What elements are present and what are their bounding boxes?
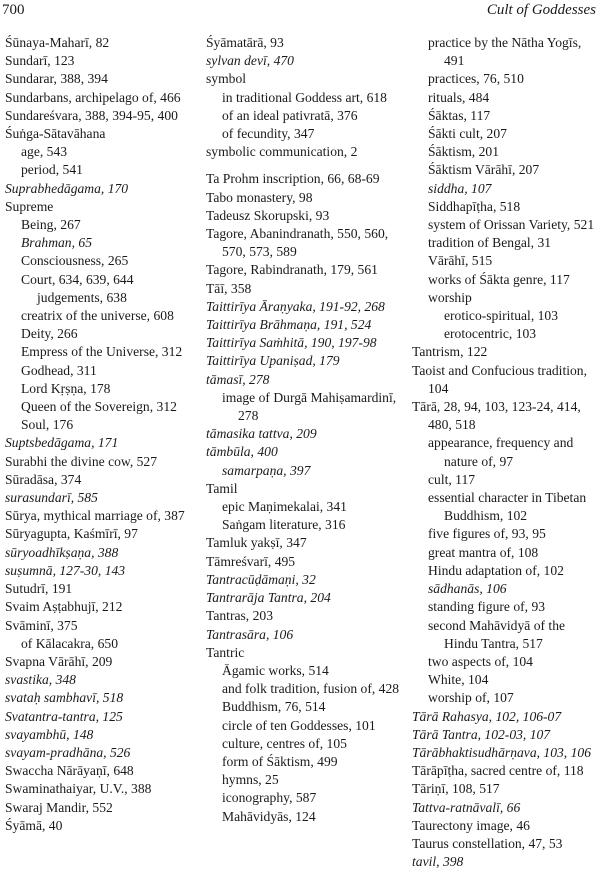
index-subentry: form of Śāktism, 499	[222, 753, 338, 769]
index-entry: Tāriṇī, 108, 517	[412, 781, 500, 797]
index-entry: Sūradāsa, 374	[5, 471, 82, 487]
index-column-3	[412, 34, 598, 871]
index-subentry: Āgamic works, 514	[222, 662, 329, 678]
index-subentry: iconography, 587	[222, 790, 317, 806]
index-subentry: of fecundity, 347	[222, 126, 315, 142]
index-entry: Swaccha Nārāyaṇī, 648	[5, 763, 134, 779]
index-subentry: Siddhapīṭha, 518	[428, 198, 521, 214]
index-section-gap	[206, 161, 401, 170]
index-entry: Tadeusz Skorupski, 93	[206, 207, 330, 223]
index-subentry: of Kālacakra, 650	[21, 635, 118, 651]
index-entry: Taittirīya Brāhmaṇa, 191, 524	[206, 317, 372, 333]
index-entry: Taurus constellation, 47, 53	[412, 835, 563, 851]
index-entry: Taittirīya Āraṇyaka, 191-92, 268	[206, 298, 385, 314]
index-entry: Ta Prohm inscription, 66, 68-69	[206, 171, 380, 187]
index-entry: Taittirīya Saṁhitā, 190, 197-98	[206, 335, 377, 351]
index-entry: Sūryagupta, Kaśmīrī, 97	[5, 526, 138, 542]
index-entry: sylvan devī, 470	[206, 53, 294, 69]
index-entry: tāmasika tattva, 209	[206, 426, 317, 442]
index-entry: Tattva-ratnāvalī, 66	[412, 799, 521, 815]
index-entry: Tārā, 28, 94, 103, 123-24, 414, 480, 518	[412, 399, 581, 433]
page-number: 700	[2, 2, 25, 18]
index-column-1	[5, 34, 195, 835]
index-subentry: practice by the Nātha Yogīs, 491	[428, 35, 582, 69]
index-subentry: image of Durgā Mahiṣamardinī, 278	[222, 389, 397, 424]
index-subentry: Consciousness, 265	[21, 253, 129, 269]
index-entry: Sutudrī, 191	[5, 581, 73, 597]
index-entry: svayam-pradhāna, 526	[5, 744, 131, 760]
index-entry: Tagore, Rabindranath, 179, 561	[206, 262, 378, 278]
index-subentry: White, 104	[428, 672, 489, 688]
index-subentry: Lord Kṛṣṇa, 178	[21, 380, 111, 396]
index-subentry: standing figure of, 93	[428, 599, 546, 615]
index-subentry: appearance, frequency and nature of, 97	[428, 435, 574, 469]
page-header	[0, 0, 600, 24]
index-subentry: judgements, 638	[37, 289, 127, 305]
index-entry: Tantric	[206, 644, 245, 660]
index-subentry: tradition of Bengal, 31	[428, 235, 552, 251]
index-entry: Tantrasāra, 106	[206, 626, 294, 642]
index-subentry: system of Orissan Variety, 521	[428, 217, 595, 233]
index-subentry: Brahman, 65	[21, 235, 92, 251]
index-entry: Śūnaya-Maharī, 82	[5, 35, 110, 50]
index-subentry: in traditional Goddess art, 618	[222, 89, 387, 105]
index-entry: Sundarar, 388, 394	[5, 71, 108, 87]
index-entry: Sundarī, 123	[5, 53, 75, 69]
index-subentry: Śāktism Vārāhī, 207	[428, 162, 540, 178]
index-entry: Śyāmā, 40	[5, 817, 63, 833]
index-subentry: Śāktas, 117	[428, 107, 491, 123]
index-subentry: Empress of the Universe, 312	[21, 344, 183, 360]
index-entry: Tāī, 358	[206, 280, 252, 296]
index-entry: Sundareśvara, 388, 394-95, 400	[5, 107, 178, 123]
index-subentry: circle of ten Goddesses, 101	[222, 717, 376, 733]
index-entry: suṣumnā, 127-30, 143	[5, 562, 126, 578]
index-entry: Tantracūḍāmaṇi, 32	[206, 571, 316, 587]
index-entry: tāmbūla, 400	[206, 444, 278, 460]
index-subentry: Deity, 266	[21, 326, 78, 342]
index-subentry: Being, 267	[21, 217, 81, 233]
index-entry: svayambhū, 148	[5, 726, 94, 742]
index-entry: tāmasī, 278	[206, 371, 270, 387]
index-entry: Taittirīya Upaniṣad, 179	[206, 353, 340, 369]
index-entry: Swaminathaiyar, U.V., 388	[5, 781, 152, 797]
index-entry: symbol	[206, 71, 247, 87]
index-subentry: of an ideal pativratā, 376	[222, 107, 358, 123]
index-entry: Sundarbans, archipelago of, 466	[5, 89, 181, 105]
index-subentry: Vārāhī, 515	[428, 253, 493, 269]
index-subentry: worship	[428, 289, 472, 305]
running-title: Cult of Goddesses	[486, 2, 596, 18]
index-subentry: great mantra of, 108	[428, 544, 539, 560]
index-entry: Svaim Aṣṭabhujī, 212	[5, 599, 123, 615]
index-entry: sūryoadhīkṣaṇa, 388	[5, 544, 119, 560]
index-entry: Tāmreśvarī, 495	[206, 553, 296, 569]
index-entry: Swaraj Mandir, 552	[5, 799, 113, 815]
index-entry: Svatantra-tantra, 125	[5, 708, 123, 724]
index-entry: Suptsbedāgama, 171	[5, 435, 119, 451]
index-entry: symbolic communication, 2	[206, 144, 358, 160]
index-entry: Tabo monastery, 98	[206, 189, 313, 205]
index-entry: Tārāpīṭha, sacred centre of, 118	[412, 763, 584, 779]
index-entry: Supreme	[5, 198, 54, 214]
index-entry: Suprabhedāgama, 170	[5, 180, 129, 196]
index-subentry: hymns, 25	[222, 772, 279, 788]
index-subentry: Mahāvidyās, 124	[222, 808, 316, 824]
index-entry: Tārā Tantra, 102-03, 107	[412, 726, 551, 742]
index-entry: Tārā Rahasya, 102, 106-07	[412, 708, 562, 724]
index-entry: Taurectony image, 46	[412, 817, 530, 833]
index-subentry: Godhead, 311	[21, 362, 97, 378]
index-subentry: samarpaṇa, 397	[222, 462, 311, 478]
index-subentry: essential character in Tibetan Buddhism, 102	[428, 490, 587, 524]
index-entry: tavil, 398	[412, 854, 464, 870]
index-subentry: rituals, 484	[428, 89, 490, 105]
index-entry: Tārābhaktisudhārṇava, 103, 106	[412, 744, 591, 760]
index-subentry: Śāktism, 201	[428, 144, 499, 160]
index-entry: Sūrya, mythical marriage of, 387	[5, 508, 185, 524]
index-subentry: Saṅgam literature, 316	[222, 517, 346, 533]
index-subentry: five figures of, 93, 95	[428, 526, 546, 542]
index-entry: svastika, 348	[5, 672, 76, 688]
index-subentry: siddha, 107	[428, 180, 492, 196]
index-column-2	[206, 34, 401, 826]
index-subentry: works of Śākta genre, 117	[428, 271, 570, 287]
index-subentry: erotocentric, 103	[444, 326, 537, 342]
index-subentry: Buddhism, 76, 514	[222, 699, 326, 715]
index-subentry: creatrix of the universe, 608	[21, 308, 174, 324]
index-subentry: Soul, 176	[21, 417, 74, 433]
index-entry: Śuṅga-Sātavāhana	[5, 126, 106, 142]
index-subentry: sādhanās, 106	[428, 581, 507, 597]
index-entry: Tantrism, 122	[412, 344, 488, 360]
index-entry: Tamil	[206, 480, 238, 496]
index-subentry: worship of, 107	[428, 690, 514, 706]
index-entry: Surabhi the divine cow, 527	[5, 453, 158, 469]
index-subentry: cult, 117	[428, 471, 476, 487]
index-subentry: age, 543	[21, 144, 68, 160]
index-subentry: and folk tradition, fusion of, 428	[222, 681, 400, 697]
index-subentry: culture, centres of, 105	[222, 735, 347, 751]
index-entry: Tamluk yakṣī, 347	[206, 535, 307, 551]
index-entry: Tagore, Abanindranath, 550, 560, 570, 573, 589	[206, 226, 389, 260]
index-entry: Śyāmatārā, 93	[206, 35, 284, 50]
index-entry: Tantras, 203	[206, 608, 273, 624]
index-subentry: Śākti cult, 207	[428, 126, 507, 142]
index-subentry: period, 541	[21, 162, 83, 178]
index-subentry: erotico-spiritual, 103	[444, 308, 559, 324]
index-subentry: epic Maṇimekalai, 341	[222, 499, 347, 515]
index-subentry: two aspects of, 104	[428, 653, 533, 669]
index-subentry: second Mahāvidyā of the Hindu Tantra, 517	[428, 617, 566, 651]
index-entry: svataḥ sambhavī, 518	[5, 690, 124, 706]
index-subentry: practices, 76, 510	[428, 71, 524, 87]
index-entry: Taoist and Confucious tradition, 104	[412, 362, 587, 396]
index-entry: surasundarī, 585	[5, 490, 98, 506]
index-subentry: Hindu adaptation of, 102	[428, 562, 564, 578]
index-entry: Tantrarāja Tantra, 204	[206, 590, 331, 606]
index-entry: Svāminī, 375	[5, 617, 78, 633]
index-entry: Svapna Vārāhī, 209	[5, 653, 113, 669]
index-subentry: Court, 634, 639, 644	[21, 271, 134, 287]
index-subentry: Queen of the Sovereign, 312	[21, 399, 177, 415]
